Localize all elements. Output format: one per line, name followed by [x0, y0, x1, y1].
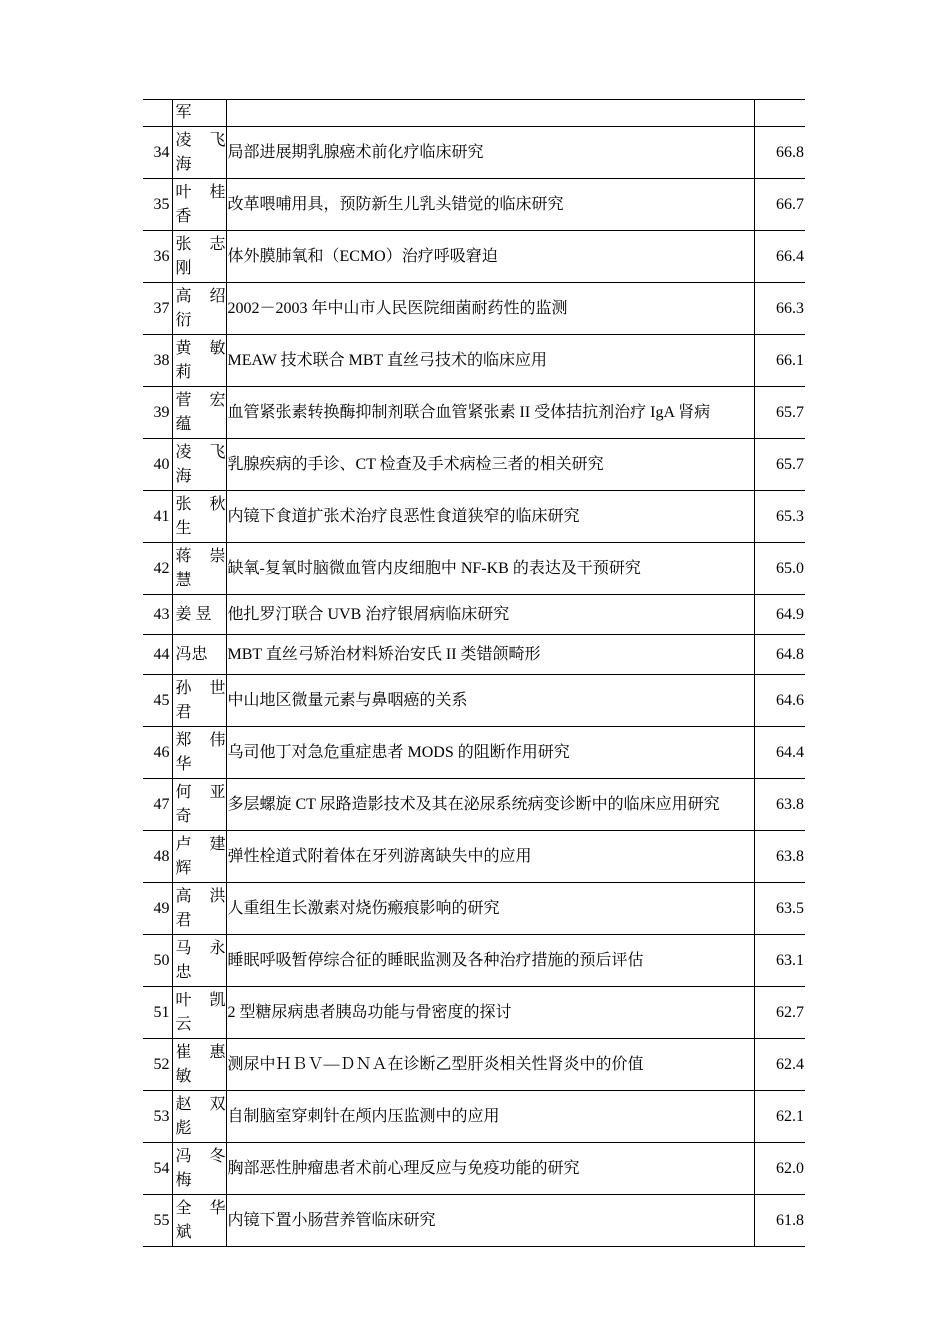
name-line-1 — [173, 441, 227, 465]
table-row — [143, 831, 805, 883]
name-text — [173, 603, 227, 627]
score-cell: 65.7 — [754, 439, 805, 491]
name-text — [173, 1145, 227, 1193]
name-char: 永 — [209, 939, 226, 957]
title-cell: 血管紧张素转换酶抑制剂联合血管紧张素 II 受体拮抗剂治疗 IgA 肾病 — [226, 387, 754, 439]
score-cell: 62.0 — [754, 1143, 805, 1195]
name-char: 赵 — [175, 1095, 192, 1113]
name-line-1 — [173, 937, 227, 961]
name-char: 孙 — [175, 679, 192, 697]
table-row — [143, 1195, 805, 1247]
title-cell: 2002－2003 年中山市人民医院细菌耐药性的监测 — [226, 283, 754, 335]
name-char: 崇 — [209, 547, 226, 565]
row-number-cell: 47 — [143, 779, 172, 831]
row-number-cell: 41 — [143, 491, 172, 543]
name-cell — [172, 727, 226, 779]
name-char: 菅 — [175, 391, 192, 409]
row-number-cell: 38 — [143, 335, 172, 387]
name-cell — [172, 543, 226, 595]
score-cell: 63.1 — [754, 935, 805, 987]
name-char: 绍 — [209, 287, 226, 305]
name-text — [173, 885, 227, 933]
row-number-cell: 54 — [143, 1143, 172, 1195]
name-char: 飞 — [209, 443, 226, 461]
name-char: 华 — [209, 1199, 226, 1217]
table-row — [143, 595, 805, 635]
score-cell — [754, 100, 805, 127]
title-cell: 胸部恶性肿瘤患者术前心理反应与免疫功能的研究 — [226, 1143, 754, 1195]
name-char: 冯 — [175, 1147, 192, 1165]
name-line-1 — [173, 337, 227, 361]
table-row — [143, 543, 805, 595]
name-line-1 — [173, 1197, 227, 1221]
name-line-1 — [173, 285, 227, 309]
table-row — [143, 635, 805, 675]
name-text — [173, 643, 227, 667]
name-char: 凌 — [175, 131, 192, 149]
table-row — [143, 987, 805, 1039]
score-cell: 63.8 — [754, 831, 805, 883]
name-line-2: 云 — [175, 1015, 192, 1033]
name-line-1 — [173, 1093, 227, 1117]
name-line-2: 辉 — [175, 859, 192, 877]
title-cell: 自制脑室穿刺针在颅内压监测中的应用 — [226, 1091, 754, 1143]
name-line-1 — [173, 677, 227, 701]
name-cell — [172, 179, 226, 231]
name-cell — [172, 635, 226, 675]
name-char: 黄 — [175, 339, 192, 357]
name-char: 蒋 — [175, 547, 192, 565]
score-cell: 65.3 — [754, 491, 805, 543]
name-char: 世 — [209, 679, 226, 697]
name-char: 崔 — [175, 1043, 192, 1061]
name-char: 洪 — [209, 887, 226, 905]
name-char: 马 — [175, 939, 192, 957]
score-cell: 65.7 — [754, 387, 805, 439]
title-cell: 缺氧-复氧时脑微血管内皮细胞中 NF-KB 的表达及干预研究 — [226, 543, 754, 595]
score-cell: 62.4 — [754, 1039, 805, 1091]
name-text — [173, 129, 227, 177]
table-row — [143, 439, 805, 491]
name-text — [173, 1093, 227, 1141]
name-char: 全 — [175, 1199, 192, 1217]
name-cell — [172, 1195, 226, 1247]
name-line-1 — [173, 181, 227, 205]
title-cell: 改革喂哺用具，预防新生儿乳头错觉的临床研究 — [226, 179, 754, 231]
name-cell — [172, 595, 226, 635]
title-cell — [226, 100, 754, 127]
name-cell — [172, 439, 226, 491]
name-char: 叶 — [175, 991, 192, 1009]
name-char: 志 — [209, 235, 226, 253]
name-line-2: 奇 — [175, 807, 192, 825]
score-cell: 66.1 — [754, 335, 805, 387]
title-cell: 睡眠呼吸暂停综合征的睡眠监测及各种治疗措施的预后评估 — [226, 935, 754, 987]
title-cell: 局部进展期乳腺癌术前化疗临床研究 — [226, 127, 754, 179]
row-number-cell: 36 — [143, 231, 172, 283]
score-cell: 62.7 — [754, 987, 805, 1039]
name-line-2: 海 — [175, 467, 192, 485]
name-line-1 — [173, 545, 227, 569]
table-row — [143, 127, 805, 179]
name-char: 高 — [175, 287, 192, 305]
title-cell: 人重组生长激素对烧伤瘢痕影响的研究 — [226, 883, 754, 935]
name-cell — [172, 231, 226, 283]
name-cell — [172, 283, 226, 335]
score-cell: 61.8 — [754, 1195, 805, 1247]
name-cell — [172, 1143, 226, 1195]
name-line-2: 香 — [175, 207, 192, 225]
row-number-cell: 35 — [143, 179, 172, 231]
name-char: 秋 — [209, 495, 226, 513]
project-ranking-table — [143, 99, 805, 1247]
title-cell: 弹性栓道式附着体在牙列游离缺失中的应用 — [226, 831, 754, 883]
row-number-cell: 46 — [143, 727, 172, 779]
name-line-2: 莉 — [175, 363, 192, 381]
row-number-cell — [143, 100, 172, 127]
name-text — [173, 233, 227, 281]
name-text — [173, 1041, 227, 1089]
name-cell — [172, 1039, 226, 1091]
row-number-cell: 50 — [143, 935, 172, 987]
table-row — [143, 491, 805, 543]
name-line-1 — [173, 389, 227, 413]
table-row — [143, 335, 805, 387]
score-cell: 65.0 — [754, 543, 805, 595]
name-text — [173, 781, 227, 829]
table-row-continued — [143, 100, 805, 127]
table-row — [143, 935, 805, 987]
title-cell: 乳腺疾病的手诊、CT 检查及手术病检三者的相关研究 — [226, 439, 754, 491]
title-cell: MEAW 技术联合 MBT 直丝弓技术的临床应用 — [226, 335, 754, 387]
name-line-2: 梅 — [175, 1171, 192, 1189]
name-line-1 — [173, 493, 227, 517]
table-row — [143, 283, 805, 335]
name-char: 卢 — [175, 835, 192, 853]
title-cell: 测尿中ＨＢＶ—ＤＮＡ在诊断乙型肝炎相关性肾炎中的价值 — [226, 1039, 754, 1091]
name-text — [173, 1197, 227, 1245]
name-cell — [172, 100, 226, 127]
name-char: 凌 — [175, 443, 192, 461]
name-line-1 — [173, 233, 227, 257]
name-cell — [172, 387, 226, 439]
table-row — [143, 179, 805, 231]
name-char: 敏 — [209, 339, 226, 357]
name-char: 张 — [175, 495, 192, 513]
score-cell: 66.7 — [754, 179, 805, 231]
name-char: 桂 — [209, 183, 226, 201]
name-cell — [172, 779, 226, 831]
score-cell: 64.8 — [754, 635, 805, 675]
name-line-2: 彪 — [175, 1119, 192, 1137]
name-line-1 — [173, 129, 227, 153]
name-char: 郑 — [175, 731, 192, 749]
table-row — [143, 387, 805, 439]
score-cell: 64.4 — [754, 727, 805, 779]
score-cell: 62.1 — [754, 1091, 805, 1143]
row-number-cell: 51 — [143, 987, 172, 1039]
name-single-line: 姜 昱 — [175, 605, 212, 623]
title-cell: 他扎罗汀联合 UVB 治疗银屑病临床研究 — [226, 595, 754, 635]
table-row — [143, 883, 805, 935]
score-cell: 63.5 — [754, 883, 805, 935]
row-number-cell: 39 — [143, 387, 172, 439]
name-line-2: 华 — [175, 755, 192, 773]
row-number-cell: 45 — [143, 675, 172, 727]
name-single-line: 冯忠 — [175, 645, 208, 663]
title-cell: 乌司他丁对急危重症患者 MODS 的阻断作用研究 — [226, 727, 754, 779]
name-text — [173, 181, 227, 229]
name-line-2: 君 — [175, 703, 192, 721]
row-number-cell: 37 — [143, 283, 172, 335]
name-line-2: 君 — [175, 911, 192, 929]
table-body — [143, 100, 805, 1247]
name-line-2: 斌 — [175, 1223, 192, 1241]
name-text — [173, 545, 227, 593]
name-cell — [172, 883, 226, 935]
title-cell: 多层螺旋 CT 尿路造影技术及其在泌尿系统病变诊断中的临床应用研究 — [226, 779, 754, 831]
name-char: 双 — [209, 1095, 226, 1113]
name-cell — [172, 335, 226, 387]
name-char: 叶 — [175, 183, 192, 201]
name-line-2: 敏 — [175, 1067, 192, 1085]
row-number-cell: 53 — [143, 1091, 172, 1143]
name-line-2: 慧 — [175, 571, 192, 589]
name-char: 冬 — [209, 1147, 226, 1165]
title-cell: MBT 直丝弓矫治材料矫治安氏 II 类错颌畸形 — [226, 635, 754, 675]
name-char: 惠 — [209, 1043, 226, 1061]
name-line-2: 蕴 — [175, 415, 192, 433]
name-text — [173, 389, 227, 437]
name-cell — [172, 1091, 226, 1143]
name-text: 军 — [175, 104, 192, 121]
name-cell — [172, 987, 226, 1039]
name-line-2: 忠 — [175, 963, 192, 981]
name-char: 宏 — [209, 391, 226, 409]
name-text — [173, 441, 227, 489]
table-row — [143, 779, 805, 831]
score-cell: 66.8 — [754, 127, 805, 179]
score-cell: 66.4 — [754, 231, 805, 283]
name-char: 凯 — [209, 991, 226, 1009]
name-char: 高 — [175, 887, 192, 905]
name-line-2: 海 — [175, 155, 192, 173]
name-char: 建 — [209, 835, 226, 853]
table-row — [143, 1091, 805, 1143]
name-line-1 — [173, 1145, 227, 1169]
name-cell — [172, 491, 226, 543]
row-number-cell: 49 — [143, 883, 172, 935]
name-char: 何 — [175, 783, 192, 801]
row-number-cell: 43 — [143, 595, 172, 635]
name-line-1 — [173, 729, 227, 753]
name-line-1 — [173, 833, 227, 857]
name-line-2: 衍 — [175, 311, 192, 329]
title-cell: 2 型糖尿病患者胰岛功能与骨密度的探讨 — [226, 987, 754, 1039]
name-line-1 — [173, 885, 227, 909]
name-cell — [172, 831, 226, 883]
table-row — [143, 675, 805, 727]
name-line-2: 刚 — [175, 259, 192, 277]
name-text — [173, 337, 227, 385]
name-char: 张 — [175, 235, 192, 253]
title-cell: 内镜下食道扩张术治疗良恶性食道狭窄的临床研究 — [226, 491, 754, 543]
name-char: 伟 — [209, 731, 226, 749]
name-cell — [172, 127, 226, 179]
name-text — [173, 833, 227, 881]
name-char: 飞 — [209, 131, 226, 149]
row-number-cell: 34 — [143, 127, 172, 179]
score-cell: 63.8 — [754, 779, 805, 831]
score-cell: 66.3 — [754, 283, 805, 335]
name-line-2: 生 — [175, 519, 192, 537]
name-text — [173, 285, 227, 333]
row-number-cell: 52 — [143, 1039, 172, 1091]
name-text — [173, 493, 227, 541]
name-line-1 — [173, 781, 227, 805]
title-cell: 中山地区微量元素与鼻咽癌的关系 — [226, 675, 754, 727]
name-text — [173, 677, 227, 725]
table-row — [143, 727, 805, 779]
row-number-cell: 44 — [143, 635, 172, 675]
table-row — [143, 1039, 805, 1091]
score-cell: 64.9 — [754, 595, 805, 635]
name-text — [173, 937, 227, 985]
table-row — [143, 1143, 805, 1195]
table-row — [143, 231, 805, 283]
name-cell — [172, 935, 226, 987]
row-number-cell: 48 — [143, 831, 172, 883]
title-cell: 内镜下置小肠营养管临床研究 — [226, 1195, 754, 1247]
title-cell: 体外膜肺氧和（ECMO）治疗呼吸窘迫 — [226, 231, 754, 283]
name-char: 亚 — [209, 783, 226, 801]
score-cell: 64.6 — [754, 675, 805, 727]
row-number-cell: 42 — [143, 543, 172, 595]
row-number-cell: 40 — [143, 439, 172, 491]
name-line-1 — [173, 1041, 227, 1065]
row-number-cell: 55 — [143, 1195, 172, 1247]
name-text — [173, 729, 227, 777]
name-line-1 — [173, 989, 227, 1013]
name-cell — [172, 675, 226, 727]
name-text — [173, 989, 227, 1037]
